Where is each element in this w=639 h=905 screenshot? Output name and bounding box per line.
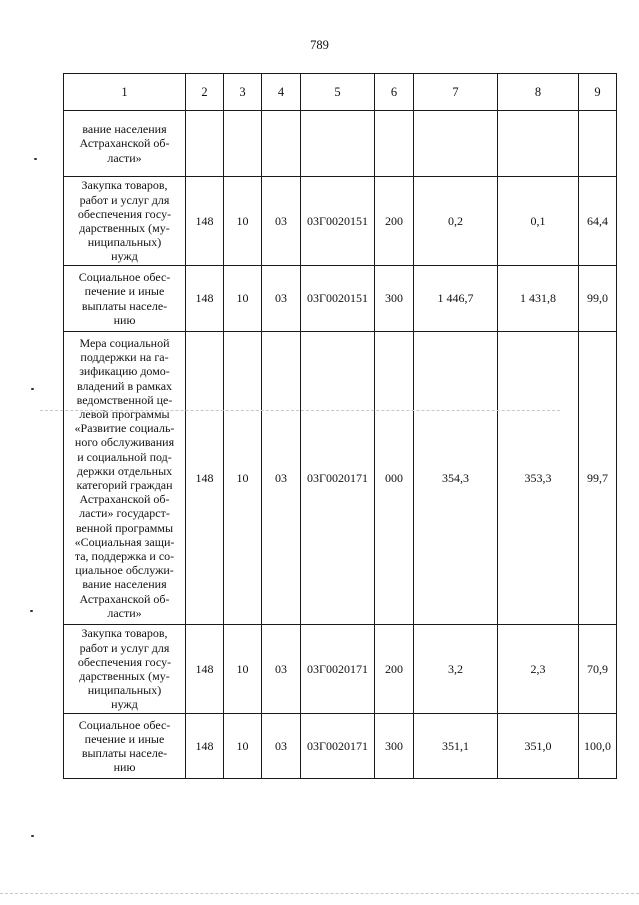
column-header: 4 <box>262 74 301 111</box>
scan-speck <box>30 610 33 612</box>
table-row <box>64 177 617 266</box>
table-cell: 0,2 <box>414 177 498 266</box>
column-header: 3 <box>224 74 262 111</box>
table-cell: 354,3 <box>414 332 498 625</box>
table-cell: 351,0 <box>498 714 579 779</box>
table-cell: 99,0 <box>579 266 617 332</box>
table-cell: 10 <box>224 266 262 332</box>
table-cell: 148 <box>186 714 224 779</box>
table-cell: 300 <box>375 714 414 779</box>
table-cell: 148 <box>186 177 224 266</box>
table-cell: 70,9 <box>579 625 617 714</box>
table-cell: 10 <box>224 714 262 779</box>
budget-table <box>63 73 617 779</box>
column-header: 5 <box>301 74 375 111</box>
scan-speck <box>31 835 34 837</box>
table-cell: 10 <box>224 625 262 714</box>
column-header: 1 <box>64 74 186 111</box>
table-cell: 10 <box>224 332 262 625</box>
table-cell: 3,2 <box>414 625 498 714</box>
table-cell <box>186 111 224 177</box>
table-cell: 100,0 <box>579 714 617 779</box>
table-cell: 03Г0020171 <box>301 625 375 714</box>
table-cell: 64,4 <box>579 177 617 266</box>
scan-speck <box>34 158 37 160</box>
row-name: Социальное обес- печение и иные выплаты населе- нию <box>64 266 186 332</box>
table-cell <box>414 111 498 177</box>
column-header: 7 <box>414 74 498 111</box>
table-row <box>64 266 617 332</box>
table-cell: 03 <box>262 266 301 332</box>
table-cell: 353,3 <box>498 332 579 625</box>
table-cell: 300 <box>375 266 414 332</box>
table-cell: 1 446,7 <box>414 266 498 332</box>
table-cell: 200 <box>375 625 414 714</box>
table-cell: 148 <box>186 625 224 714</box>
table-cell: 351,1 <box>414 714 498 779</box>
table-cell: 03Г0020171 <box>301 714 375 779</box>
table-cell: 03 <box>262 177 301 266</box>
table-cell: 03Г0020151 <box>301 177 375 266</box>
table-cell: 03Г0020151 <box>301 266 375 332</box>
table-cell: 99,7 <box>579 332 617 625</box>
table-cell <box>498 111 579 177</box>
row-name: Закупка товаров, работ и услуг для обеспечения госу- дарственных (му- ниципальных) нужд <box>64 177 186 266</box>
table-cell: 0,1 <box>498 177 579 266</box>
row-name: Закупка товаров, работ и услуг для обеспечения госу- дарственных (му- ниципальных) нужд <box>64 625 186 714</box>
table-cell: 1 431,8 <box>498 266 579 332</box>
page-number: 789 <box>310 38 329 52</box>
table-cell: 200 <box>375 177 414 266</box>
column-header: 9 <box>579 74 617 111</box>
table-cell: 148 <box>186 266 224 332</box>
column-header: 8 <box>498 74 579 111</box>
table-row <box>64 332 617 625</box>
column-header: 6 <box>375 74 414 111</box>
table-cell: 03 <box>262 625 301 714</box>
table-cell: 10 <box>224 177 262 266</box>
scan-line <box>0 893 639 894</box>
header-row <box>64 74 617 111</box>
row-name: Мера социальной поддержки на га- зификацию домо- владений в рамках ведомственной це- левой программы «Развитие социаль- ного обслуживания и социальной под- держки отдельных категорий граждан Астраханской об- ласти» государст- венной программы «Социальная защи- та, поддержка и со- циальное обслужи- вание населения Астраханской об- ласти» <box>64 332 186 625</box>
table-cell: 03 <box>262 332 301 625</box>
table-cell: 2,3 <box>498 625 579 714</box>
row-name: Социальное обес- печение и иные выплаты населе- нию <box>64 714 186 779</box>
table-row <box>64 625 617 714</box>
table-cell: 03 <box>262 714 301 779</box>
table-cell <box>579 111 617 177</box>
scan-speck <box>31 388 34 390</box>
table-cell <box>262 111 301 177</box>
table-cell: 000 <box>375 332 414 625</box>
table-cell <box>375 111 414 177</box>
table-row <box>64 111 617 177</box>
row-name: вание населения Астраханской об- ласти» <box>64 111 186 177</box>
scan-line <box>40 410 560 411</box>
table-cell: 03Г0020171 <box>301 332 375 625</box>
table-cell <box>224 111 262 177</box>
column-header: 2 <box>186 74 224 111</box>
table-row <box>64 714 617 779</box>
table-cell <box>301 111 375 177</box>
table-cell: 148 <box>186 332 224 625</box>
